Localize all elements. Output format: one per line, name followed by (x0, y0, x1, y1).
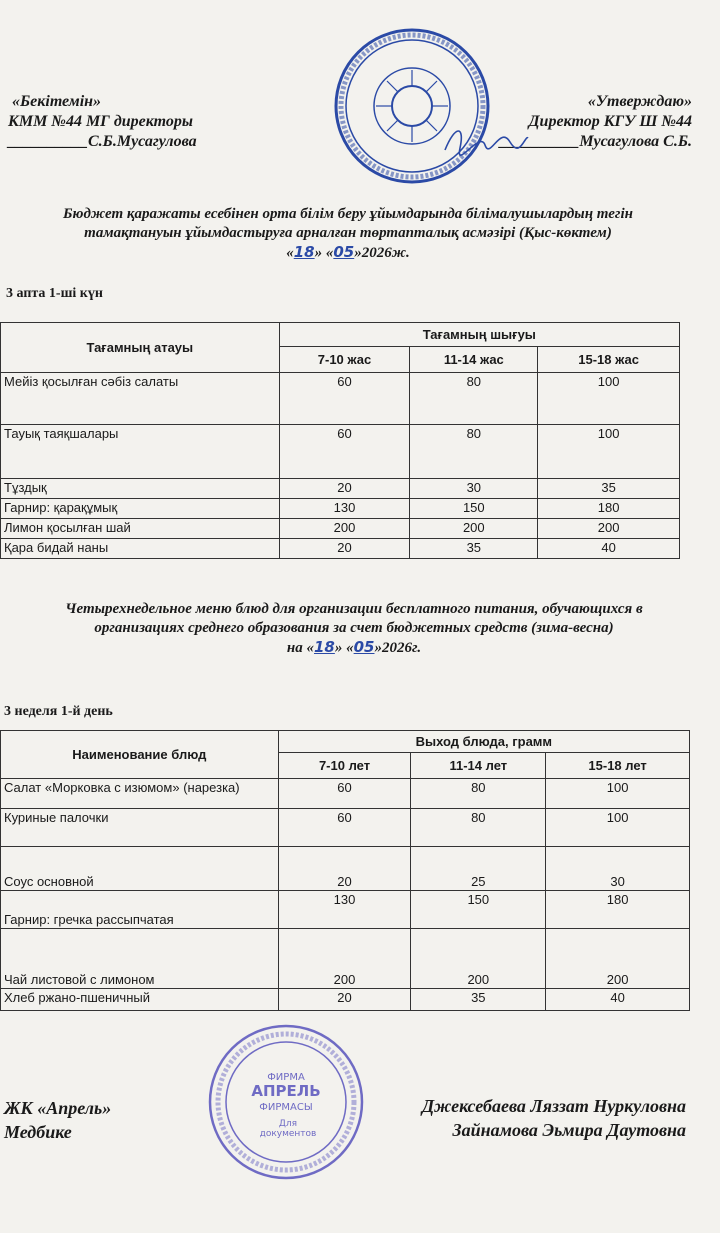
ru-date-day: 18 (313, 638, 335, 656)
table-row (1, 539, 680, 559)
kz-week-label: 3 апта 1-ші күн (6, 286, 103, 301)
cell-value: 60 (279, 373, 410, 425)
cell-value: 100 (538, 425, 680, 479)
left-name: __________С.Б.Мусагулова (8, 133, 197, 150)
cell-value: 35 (411, 989, 546, 1011)
dish-name: Лимон қосылған шай (1, 519, 280, 539)
footer-left-line2: Медбике (4, 1122, 72, 1142)
cell-value: 60 (279, 425, 410, 479)
cell-value: 20 (278, 989, 411, 1011)
right-name: __________Мусагулова С.Б. (499, 133, 692, 150)
cell-value: 100 (546, 779, 690, 809)
cell-value: 80 (411, 779, 546, 809)
table-row (1, 989, 690, 1011)
stamp-firm-main: АПРЕЛЬ (251, 1082, 321, 1100)
cell-value: 35 (410, 539, 538, 559)
kz-title-line1: Бюджет қаражаты есебінен орта білім беру ұйымдарында білімалушылардың тегін (63, 206, 633, 222)
cell-value: 200 (278, 929, 411, 989)
stamp-firm-sub: ФИРМАСЫ (259, 1102, 313, 1113)
cell-value: 30 (410, 479, 538, 499)
kz-date-day: 18 (293, 243, 315, 261)
footer-right-line1: Джексебаева Ляззат Нуркуловна (421, 1096, 686, 1116)
bottom-firm-stamp (206, 1022, 366, 1182)
table-row (1, 891, 690, 929)
dish-name: Тұздық (1, 479, 280, 499)
kz-name-header: Тағамның атауы (1, 323, 280, 373)
cell-value: 200 (411, 929, 546, 989)
left-role: КММ №44 МГ директоры (8, 113, 194, 130)
ru-menu-table (0, 730, 690, 1011)
footer-right-line2: Зайнамова Эьмира Даутовна (452, 1120, 686, 1140)
cell-value: 100 (538, 373, 680, 425)
kz-output-header: Тағамның шығуы (279, 323, 679, 347)
cell-value: 200 (279, 519, 410, 539)
dish-name: Чай листовой с лимоном (1, 929, 279, 989)
cell-value: 20 (278, 847, 411, 891)
table-row (1, 425, 680, 479)
cell-value: 20 (279, 539, 410, 559)
cell-value: 150 (410, 499, 538, 519)
cell-value: 60 (278, 809, 411, 847)
dish-name: Соус основной (1, 847, 279, 891)
dish-name: Хлеб ржано-пшеничный (1, 989, 279, 1011)
ru-date-month: 05 (353, 638, 375, 656)
table-row (1, 373, 680, 425)
ru-name-header: Наименование блюд (1, 731, 279, 779)
dish-name: Гарнир: гречка рассыпчатая (1, 891, 279, 929)
right-role: Директор КГУ Ш №44 (528, 113, 692, 130)
ru-age-header: 11-14 лет (411, 753, 546, 779)
cell-value: 200 (546, 929, 690, 989)
table-row (1, 847, 690, 891)
cell-value: 40 (546, 989, 690, 1011)
cell-value: 100 (546, 809, 690, 847)
table-row (1, 929, 690, 989)
table-row (1, 519, 680, 539)
kz-age-header: 11-14 жас (410, 347, 538, 373)
cell-value: 130 (279, 499, 410, 519)
top-seal-stamp (332, 26, 492, 186)
dish-name: Гарнир: қарақұмық (1, 499, 280, 519)
cell-value: 80 (410, 373, 538, 425)
table-row (1, 499, 680, 519)
dish-name: Қара бидай наны (1, 539, 280, 559)
kz-title-line2: тамақтануын ұйымдастыруға арналған төртапталық асмәзірі (Қыс-көктем) (84, 225, 612, 241)
cell-value: 180 (538, 499, 680, 519)
ru-output-header: Выход блюда, грамм (278, 731, 689, 753)
director-signature (440, 120, 530, 160)
kz-date: «18» «05»2026ж. (286, 243, 410, 261)
footer-left-line1: ЖК «Апрель» (4, 1098, 112, 1118)
ru-title-line1: Четырехнедельное меню блюд для организации бесплатного питания, обучающихся в (65, 601, 643, 617)
cell-value: 130 (278, 891, 411, 929)
ru-title-line2: организациях среднего образования за счет бюджетных средств (зима-весна) (94, 620, 614, 636)
kz-age-header: 7-10 жас (279, 347, 410, 373)
table-row (1, 809, 690, 847)
cell-value: 80 (411, 809, 546, 847)
left-approve: «Бекітемін» (12, 93, 102, 110)
dish-name: Мейіз қосылған сәбіз салаты (1, 373, 280, 425)
ru-age-header: 15-18 лет (546, 753, 690, 779)
cell-value: 200 (538, 519, 680, 539)
dish-name: Тауық таяқшалары (1, 425, 280, 479)
right-approve: «Утверждаю» (587, 93, 692, 110)
cell-value: 30 (546, 847, 690, 891)
stamp-doc-2: документов (259, 1129, 317, 1139)
cell-value: 180 (546, 891, 690, 929)
cell-value: 150 (411, 891, 546, 929)
table-row (1, 479, 680, 499)
kz-menu-table (0, 322, 680, 559)
table-row (1, 779, 690, 809)
cell-value: 35 (538, 479, 680, 499)
cell-value: 20 (279, 479, 410, 499)
dish-name: Салат «Морковка с изюмом» (нарезка) (1, 779, 279, 809)
dish-name: Куриные палочки (1, 809, 279, 847)
ru-age-header: 7-10 лет (278, 753, 411, 779)
cell-value: 200 (410, 519, 538, 539)
stamp-firm-top: ФИРМА (267, 1072, 305, 1083)
cell-value: 40 (538, 539, 680, 559)
ru-week-label: 3 неделя 1-й день (4, 704, 113, 719)
cell-value: 80 (410, 425, 538, 479)
kz-age-header: 15-18 жас (538, 347, 680, 373)
stamp-doc-1: Для (278, 1119, 298, 1129)
cell-value: 25 (411, 847, 546, 891)
ru-date: на «18» «05»2026г. (286, 638, 422, 656)
kz-date-month: 05 (333, 243, 355, 261)
cell-value: 60 (278, 779, 411, 809)
